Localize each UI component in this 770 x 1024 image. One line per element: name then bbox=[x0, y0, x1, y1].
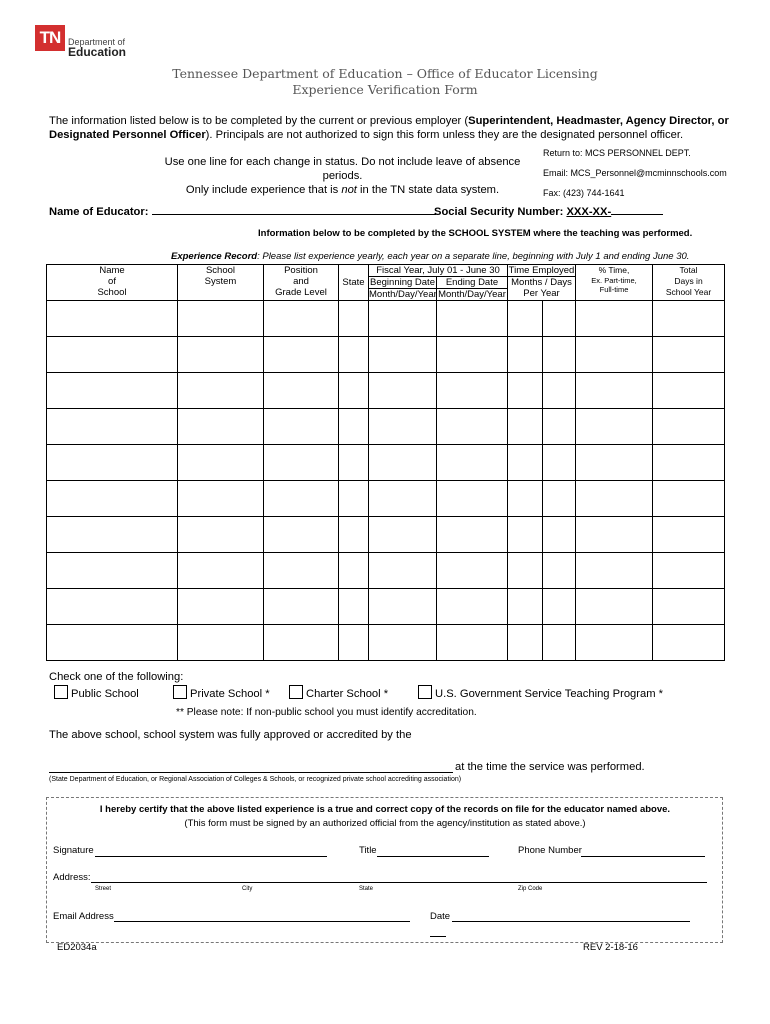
accreditation-caption: (State Department of Education, or Regional Association of Colleges & Schools, or recognized private school accrediting association) bbox=[49, 776, 462, 783]
address-field[interactable] bbox=[91, 882, 707, 883]
table-cell[interactable] bbox=[543, 625, 576, 661]
table-cell[interactable] bbox=[543, 445, 576, 481]
table-cell[interactable] bbox=[369, 373, 437, 409]
logo-department-text: Department of bbox=[68, 37, 126, 47]
intro-bold-roles: Superintendent, Headmaster, Agency Director, or Designated Personnel Officer bbox=[49, 115, 729, 141]
accreditation-text: The above school, school system was fully approved or accredited by the bbox=[49, 729, 412, 741]
table-row bbox=[47, 553, 725, 589]
table-cell[interactable] bbox=[543, 481, 576, 517]
return-email-text: Email: MCS_Personnel@mcminnschools.com bbox=[543, 168, 727, 178]
table-cell[interactable] bbox=[653, 445, 725, 481]
form-id: ED2034a bbox=[57, 942, 97, 953]
hdr-name-1: Name bbox=[99, 265, 125, 276]
table-cell[interactable] bbox=[543, 517, 576, 553]
table-row bbox=[47, 625, 725, 661]
table-cell[interactable] bbox=[264, 445, 339, 481]
table-cell[interactable] bbox=[508, 409, 543, 445]
charter-school-label: Charter School * bbox=[306, 688, 389, 700]
table-cell[interactable] bbox=[369, 481, 437, 517]
instructions-line1: Use one line for each change in status. Do not include leave of absence periods. bbox=[164, 156, 521, 182]
instructions-not: not bbox=[341, 184, 357, 196]
hdr-mdy-1: Month/Day/Year bbox=[369, 289, 437, 300]
tn-logo-mark: TN bbox=[35, 25, 65, 51]
table-cell[interactable] bbox=[178, 625, 264, 661]
header-time-employed bbox=[508, 265, 576, 301]
phone-field[interactable] bbox=[581, 856, 705, 857]
school-type-title: Check one of the following: bbox=[49, 671, 184, 683]
table-cell[interactable] bbox=[47, 481, 178, 517]
certify-statement: I hereby certify that the above listed experience is a true and correct copy of the records on file for the educator named above. bbox=[99, 804, 671, 815]
hdr-full-time: Full-time bbox=[599, 285, 629, 294]
ssn-label: Social Security Number: bbox=[434, 206, 564, 218]
city-caption: City bbox=[242, 886, 253, 892]
table-cell[interactable] bbox=[508, 445, 543, 481]
private-school-label: Private School * bbox=[190, 688, 270, 700]
table-cell[interactable] bbox=[653, 625, 725, 661]
table-cell[interactable] bbox=[47, 553, 178, 589]
table-cell[interactable] bbox=[369, 589, 437, 625]
table-cell[interactable] bbox=[264, 589, 339, 625]
header-total-days bbox=[653, 265, 725, 301]
header-name-of-school bbox=[47, 265, 178, 301]
hdr-total: Total bbox=[679, 265, 698, 275]
table-row bbox=[47, 445, 725, 481]
table-cell[interactable] bbox=[178, 373, 264, 409]
table-cell[interactable] bbox=[508, 553, 543, 589]
at-time-text: at the time the service was performed. bbox=[455, 761, 645, 773]
table-cell[interactable] bbox=[264, 481, 339, 517]
private-school-checkbox[interactable] bbox=[173, 685, 187, 699]
table-row bbox=[47, 301, 725, 337]
table-cell[interactable] bbox=[543, 301, 576, 337]
intro-text-1: The information listed below is to be completed by the current or previous employer ( bbox=[49, 115, 469, 127]
table-cell[interactable] bbox=[47, 373, 178, 409]
revision: REV 2-18-16 bbox=[583, 942, 638, 953]
table-cell[interactable] bbox=[264, 625, 339, 661]
table-cell[interactable] bbox=[576, 409, 653, 445]
table-cell[interactable] bbox=[576, 589, 653, 625]
experience-record-text bbox=[171, 251, 689, 262]
instructions-line2b: in the TN state data system. bbox=[356, 184, 500, 196]
must-sign-text: (This form must be signed by an authorized official from the agency/institution as stated above.) bbox=[184, 818, 586, 829]
table-cell[interactable] bbox=[339, 409, 369, 445]
table-cell[interactable] bbox=[339, 589, 369, 625]
table-cell[interactable] bbox=[264, 373, 339, 409]
accreditation-note: ** Please note: If non-public school you must identify accreditation. bbox=[176, 707, 477, 718]
hdr-ending-date: Ending Date bbox=[437, 277, 507, 289]
table-cell[interactable] bbox=[264, 301, 339, 337]
zip-caption: Zip Code bbox=[518, 886, 543, 892]
header-fiscal-year bbox=[369, 265, 508, 301]
table-cell[interactable] bbox=[178, 409, 264, 445]
email-label: Email Address bbox=[53, 911, 114, 922]
experience-record-instructions: : Please list experience yearly, each year on a separate line, beginning with July 1 and ending June 30. bbox=[257, 251, 690, 262]
table-cell[interactable] bbox=[339, 517, 369, 553]
table-cell[interactable] bbox=[369, 337, 437, 373]
educator-name-row bbox=[49, 203, 436, 218]
table-cell[interactable] bbox=[576, 373, 653, 409]
table-cell[interactable] bbox=[543, 337, 576, 373]
table-cell[interactable] bbox=[543, 553, 576, 589]
public-school-label: Public School bbox=[71, 688, 139, 700]
header-school-system bbox=[178, 265, 264, 301]
table-cell[interactable] bbox=[576, 445, 653, 481]
ssn-row bbox=[434, 203, 663, 218]
private-school-option[interactable] bbox=[173, 685, 270, 700]
state-caption: State bbox=[359, 886, 374, 892]
experience-record-label: Experience Record bbox=[171, 251, 258, 262]
table-cell[interactable] bbox=[339, 445, 369, 481]
hdr-fiscal-sub bbox=[369, 277, 507, 300]
hdr-months-days: Months / Days bbox=[511, 277, 572, 288]
table-cell[interactable] bbox=[369, 625, 437, 661]
table-cell[interactable] bbox=[436, 301, 507, 337]
table-cell[interactable] bbox=[178, 553, 264, 589]
hdr-per-year: Per Year bbox=[523, 288, 560, 299]
table-cell[interactable] bbox=[436, 517, 507, 553]
charter-school-checkbox[interactable] bbox=[289, 685, 303, 699]
hdr-fiscal-begin-col bbox=[369, 277, 437, 300]
hdr-fiscal-end-col bbox=[437, 277, 507, 300]
table-cell[interactable] bbox=[369, 409, 437, 445]
hdr-position-3: Grade Level bbox=[275, 287, 327, 298]
table-cell[interactable] bbox=[576, 337, 653, 373]
experience-table bbox=[46, 264, 725, 661]
table-cell[interactable] bbox=[369, 553, 437, 589]
table-cell[interactable] bbox=[653, 301, 725, 337]
table-cell[interactable] bbox=[339, 337, 369, 373]
table-cell[interactable] bbox=[369, 301, 437, 337]
hdr-system-2: System bbox=[204, 276, 237, 287]
table-cell[interactable] bbox=[178, 337, 264, 373]
table-cell[interactable] bbox=[508, 373, 543, 409]
table-cell[interactable] bbox=[576, 517, 653, 553]
table-row bbox=[47, 517, 725, 553]
table-cell[interactable] bbox=[264, 553, 339, 589]
table-cell[interactable] bbox=[178, 301, 264, 337]
table-cell[interactable] bbox=[436, 445, 507, 481]
table-cell[interactable] bbox=[508, 625, 543, 661]
table-cell[interactable] bbox=[47, 409, 178, 445]
hdr-position-1: Position bbox=[284, 265, 318, 276]
address-label: Address: bbox=[53, 872, 91, 883]
charter-school-option[interactable] bbox=[289, 685, 388, 700]
table-cell[interactable] bbox=[508, 337, 543, 373]
table-cell[interactable] bbox=[47, 625, 178, 661]
table-cell[interactable] bbox=[339, 373, 369, 409]
hdr-ex-part-time: Ex. Part-time, bbox=[591, 276, 637, 285]
table-cell[interactable] bbox=[436, 373, 507, 409]
table-cell[interactable] bbox=[339, 301, 369, 337]
table-cell[interactable] bbox=[576, 553, 653, 589]
table-cell[interactable] bbox=[369, 517, 437, 553]
public-school-checkbox[interactable] bbox=[54, 685, 68, 699]
table-cell[interactable] bbox=[339, 625, 369, 661]
table-cell[interactable] bbox=[436, 625, 507, 661]
table-cell[interactable] bbox=[653, 337, 725, 373]
hdr-system-1: School bbox=[205, 265, 236, 276]
table-header-row bbox=[47, 265, 725, 301]
table-cell[interactable] bbox=[543, 589, 576, 625]
table-body bbox=[47, 301, 725, 661]
table-cell[interactable] bbox=[508, 589, 543, 625]
ssn-field[interactable] bbox=[611, 203, 663, 215]
table-cell[interactable] bbox=[264, 409, 339, 445]
hdr-time-employed: Time Employed bbox=[508, 265, 575, 276]
table-cell[interactable] bbox=[178, 589, 264, 625]
form-subtitle: Experience Verification Form bbox=[292, 82, 478, 97]
table-cell[interactable] bbox=[47, 589, 178, 625]
table-cell[interactable] bbox=[508, 481, 543, 517]
table-cell[interactable] bbox=[653, 409, 725, 445]
hdr-name-3: School bbox=[97, 287, 127, 298]
ssn-value: XXX-XX- bbox=[566, 206, 612, 218]
educator-name-field[interactable] bbox=[152, 203, 436, 215]
table-cell[interactable] bbox=[543, 409, 576, 445]
hdr-position-2: and bbox=[293, 276, 309, 287]
table-cell[interactable] bbox=[436, 481, 507, 517]
date-label: Date bbox=[430, 911, 451, 922]
table-row bbox=[47, 373, 725, 409]
phone-label: Phone Number bbox=[518, 845, 582, 856]
table-cell[interactable] bbox=[47, 517, 178, 553]
instructions bbox=[150, 155, 535, 197]
email-field[interactable] bbox=[114, 921, 410, 922]
table-cell[interactable] bbox=[47, 445, 178, 481]
title-label: Title bbox=[359, 845, 377, 856]
table-cell[interactable] bbox=[264, 337, 339, 373]
hdr-beginning-date: Beginning Date bbox=[370, 277, 435, 288]
educator-name-label: Name of Educator: bbox=[49, 206, 149, 218]
table-cell[interactable] bbox=[508, 301, 543, 337]
signature-field[interactable] bbox=[95, 856, 327, 857]
header-percent-time bbox=[576, 265, 653, 301]
return-to-text: Return to: MCS PERSONNEL DEPT. bbox=[543, 148, 691, 158]
street-caption: Street bbox=[95, 886, 112, 892]
public-school-option[interactable] bbox=[54, 685, 139, 700]
gov-service-option[interactable] bbox=[418, 685, 663, 700]
table-cell[interactable] bbox=[339, 481, 369, 517]
table-cell[interactable] bbox=[47, 301, 178, 337]
instructions-line2 bbox=[150, 183, 535, 197]
logo-education-text: Education bbox=[68, 45, 127, 59]
header-state: State bbox=[339, 265, 369, 301]
table-cell[interactable] bbox=[178, 445, 264, 481]
table-cell[interactable] bbox=[653, 517, 725, 553]
table-cell[interactable] bbox=[653, 589, 725, 625]
table-cell[interactable] bbox=[47, 337, 178, 373]
table-cell[interactable] bbox=[339, 553, 369, 589]
table-cell[interactable] bbox=[576, 301, 653, 337]
signature-label: Signature bbox=[53, 845, 94, 856]
table-cell[interactable] bbox=[178, 517, 264, 553]
table-cell[interactable] bbox=[436, 337, 507, 373]
header-position bbox=[264, 265, 339, 301]
table-row bbox=[47, 409, 725, 445]
table-cell[interactable] bbox=[369, 445, 437, 481]
table-cell[interactable] bbox=[436, 589, 507, 625]
form-title: Tennessee Department of Education – Office of Educator Licensing bbox=[172, 66, 598, 81]
table-cell[interactable] bbox=[653, 553, 725, 589]
hdr-fiscal-title: Fiscal Year, July 01 - June 30 bbox=[369, 265, 507, 277]
date-field[interactable] bbox=[452, 921, 690, 922]
intro-text-2: ). Principals are not authorized to sign this form unless they are the designated personnel officer. bbox=[205, 129, 684, 141]
table-row bbox=[47, 589, 725, 625]
table-cell[interactable] bbox=[436, 409, 507, 445]
table-cell[interactable] bbox=[653, 373, 725, 409]
accreditation-field[interactable] bbox=[49, 772, 453, 773]
hdr-name-2: of bbox=[108, 276, 116, 287]
hdr-mdy-2: Month/Day/Year bbox=[438, 289, 506, 300]
table-cell[interactable] bbox=[576, 481, 653, 517]
gov-service-label: U.S. Government Service Teaching Program * bbox=[435, 688, 663, 700]
table-row bbox=[47, 481, 725, 517]
title-field[interactable] bbox=[377, 856, 489, 857]
instructions-line2a: Only include experience that is bbox=[185, 184, 342, 196]
table-row bbox=[47, 337, 725, 373]
table-cell[interactable] bbox=[543, 373, 576, 409]
table-cell[interactable] bbox=[264, 517, 339, 553]
table-cell[interactable] bbox=[653, 481, 725, 517]
table-cell[interactable] bbox=[436, 553, 507, 589]
intro-paragraph bbox=[49, 114, 729, 142]
hdr-percent-time: % Time, bbox=[598, 265, 630, 275]
return-fax-text: Fax: (423) 744-1641 bbox=[543, 188, 625, 198]
table-cell[interactable] bbox=[508, 517, 543, 553]
date-field-continued[interactable] bbox=[430, 936, 446, 937]
gov-service-checkbox[interactable] bbox=[418, 685, 432, 699]
info-below-text: Information below to be completed by the SCHOOL SYSTEM where the teaching was performed. bbox=[258, 228, 693, 239]
table-cell[interactable] bbox=[576, 625, 653, 661]
hdr-school-year: School Year bbox=[665, 287, 712, 297]
hdr-days-in: Days in bbox=[674, 276, 703, 286]
table-cell[interactable] bbox=[178, 481, 264, 517]
